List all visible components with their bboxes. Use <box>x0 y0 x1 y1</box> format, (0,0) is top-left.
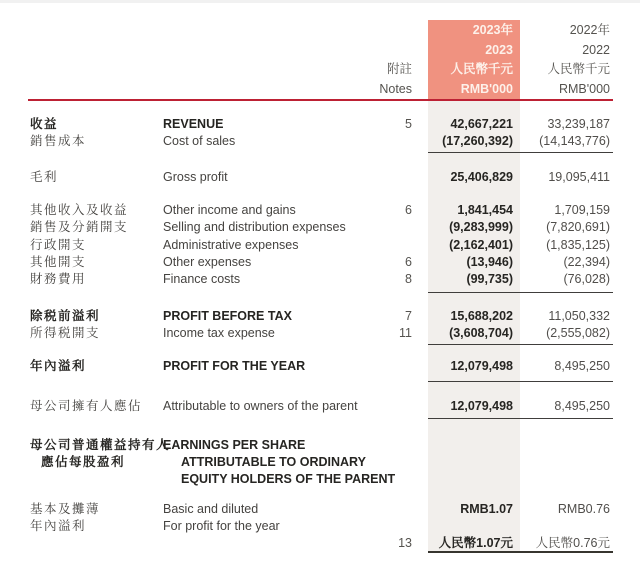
divider <box>428 381 613 382</box>
row-label-en: Selling and distribution expenses <box>163 220 346 234</box>
row-value-2023: (99,735) <box>466 272 513 286</box>
row-label-en: Attributable to owners of the parent <box>163 399 358 413</box>
row-label-cn: 毛利 <box>30 170 59 184</box>
row-label-en: For profit for the year <box>163 519 280 533</box>
row-label-cn: 財務費用 <box>30 272 87 286</box>
row-label-cn: 母公司擁有人應佔 <box>30 399 143 413</box>
row-value-2022: (1,835,125) <box>546 238 610 252</box>
row-label-en: Basic and diluted <box>163 502 259 516</box>
table-row-revenue <box>0 116 640 133</box>
table-row-selling-expenses <box>0 219 640 236</box>
header-2023-year-cn: 2023年 <box>472 23 513 37</box>
row-note: 7 <box>405 309 412 323</box>
row-note: 11 <box>399 326 412 340</box>
table-row-attributable-owners <box>0 398 640 415</box>
divider <box>428 344 613 345</box>
row-value-2022: (2,555,082) <box>546 326 610 340</box>
row-label-en: Other income and gains <box>163 203 296 217</box>
closing-rule <box>428 551 613 553</box>
row-label-cn: 銷售成本 <box>30 134 87 148</box>
divider <box>428 292 613 293</box>
eps-header-cn-line1: 母公司普通權益持有人 <box>30 438 171 452</box>
row-note: 5 <box>405 117 412 131</box>
row-note: 13 <box>398 536 412 550</box>
row-label-cn: 年內溢利 <box>30 359 87 373</box>
table-row-profit-before-tax <box>0 308 640 325</box>
table-row-profit-for-year <box>0 358 640 375</box>
row-value-2023: RMB1.07 <box>460 502 513 516</box>
header-2022-year-en: 2022 <box>582 42 610 57</box>
row-value-2023: 人民幣1.07元 <box>438 536 513 550</box>
row-label-en: Administrative expenses <box>163 238 299 252</box>
column-header-2022 <box>518 21 610 99</box>
row-value-2022: 8,495,250 <box>554 399 610 413</box>
row-label-en: Income tax expense <box>163 326 275 340</box>
header-2022-year-cn: 2022年 <box>569 23 610 37</box>
row-value-2023: (3,608,704) <box>449 326 513 340</box>
row-label-cn: 銷售及分銷開支 <box>30 220 129 234</box>
row-label-cn: 除税前溢利 <box>30 309 101 323</box>
page-top-edge <box>0 0 640 3</box>
divider <box>428 418 613 419</box>
header-2022-currency-cn: 人民幣千元 <box>547 62 610 76</box>
eps-header-en-line3: EQUITY HOLDERS OF THE PARENT <box>181 472 396 486</box>
column-header-2023 <box>421 21 513 99</box>
table-row-finance-costs <box>0 271 640 288</box>
row-value-2022: 8,495,250 <box>554 359 610 373</box>
row-label-cn: 其他收入及收益 <box>30 203 129 217</box>
row-label-en: REVENUE <box>163 117 224 131</box>
row-label-en: Other expenses <box>163 255 252 269</box>
row-label-en: Finance costs <box>163 272 241 286</box>
row-label-cn: 基本及攤薄 <box>30 502 101 516</box>
row-label-en: PROFIT FOR THE YEAR <box>163 359 306 373</box>
row-value-2023: 42,667,221 <box>450 117 513 131</box>
divider <box>428 152 613 153</box>
header-accent-rule <box>28 99 613 101</box>
row-label-cn: 所得税開支 <box>30 326 101 340</box>
table-row-cost-of-sales <box>0 133 640 150</box>
table-row-eps-header-line1 <box>0 437 640 454</box>
table-row-eps-header-line3 <box>0 471 640 488</box>
column-header-notes <box>357 60 412 99</box>
header-2023-year-en: 2023 <box>485 42 513 57</box>
table-row-for-profit <box>0 518 640 535</box>
row-value-2023: (17,260,392) <box>442 134 513 148</box>
row-value-2023: (2,162,401) <box>449 238 513 252</box>
row-label-cn: 收益 <box>30 117 59 131</box>
row-label-cn: 其他開支 <box>30 255 87 269</box>
row-value-2022: 19,095,411 <box>548 170 610 184</box>
row-value-2023: 12,079,498 <box>450 359 513 373</box>
row-value-2022: RMB0.76 <box>557 502 610 516</box>
table-row-other-income <box>0 202 640 219</box>
row-label-en: PROFIT BEFORE TAX <box>163 309 292 323</box>
row-value-2023: (9,283,999) <box>449 220 513 234</box>
row-note: 6 <box>405 203 412 217</box>
row-value-2023: 15,688,202 <box>450 309 513 323</box>
row-note: 8 <box>405 272 412 286</box>
header-notes-cn: 附註 <box>386 62 412 76</box>
row-note: 6 <box>405 255 412 269</box>
header-2022-currency-en: RMB'000 <box>558 81 610 96</box>
row-value-2023: (13,946) <box>466 255 513 269</box>
row-value-2022: (22,394) <box>563 255 610 269</box>
row-label-cn: 年內溢利 <box>30 519 87 533</box>
row-value-2022: 11,050,332 <box>548 309 610 323</box>
row-value-2023: 25,406,829 <box>450 170 513 184</box>
row-value-2023: 12,079,498 <box>450 399 513 413</box>
row-value-2022: (7,820,691) <box>546 220 610 234</box>
table-row-gross-profit <box>0 169 640 186</box>
header-notes-en: Notes <box>379 81 412 96</box>
eps-header-cn-line2: 應佔每股盈利 <box>41 455 126 469</box>
row-value-2022: (14,143,776) <box>539 134 610 148</box>
header-2023-currency-en: RMB'000 <box>460 81 513 96</box>
table-row-eps-header-line2 <box>0 454 640 471</box>
row-value-2023: 1,841,454 <box>457 203 513 217</box>
table-row-other-expenses <box>0 254 640 271</box>
row-label-cn: 行政開支 <box>30 238 87 252</box>
row-value-2022: 33,239,187 <box>547 117 610 131</box>
header-2023-currency-cn: 人民幣千元 <box>450 62 513 76</box>
table-row-admin-expenses <box>0 237 640 254</box>
row-value-2022: 1,709,159 <box>554 203 610 217</box>
eps-header-en-line1: EARNINGS PER SHARE <box>163 438 306 452</box>
eps-header-en-line2: ATTRIBUTABLE TO ORDINARY <box>181 455 366 469</box>
row-label-en: Cost of sales <box>163 134 236 148</box>
row-value-2022: 人民幣0.76元 <box>535 536 610 550</box>
table-row-income-tax <box>0 325 640 342</box>
row-value-2022: (76,028) <box>563 272 610 286</box>
table-row-basic-diluted <box>0 501 640 518</box>
row-label-en: Gross profit <box>163 170 228 184</box>
table-row-eps-values <box>0 535 640 552</box>
